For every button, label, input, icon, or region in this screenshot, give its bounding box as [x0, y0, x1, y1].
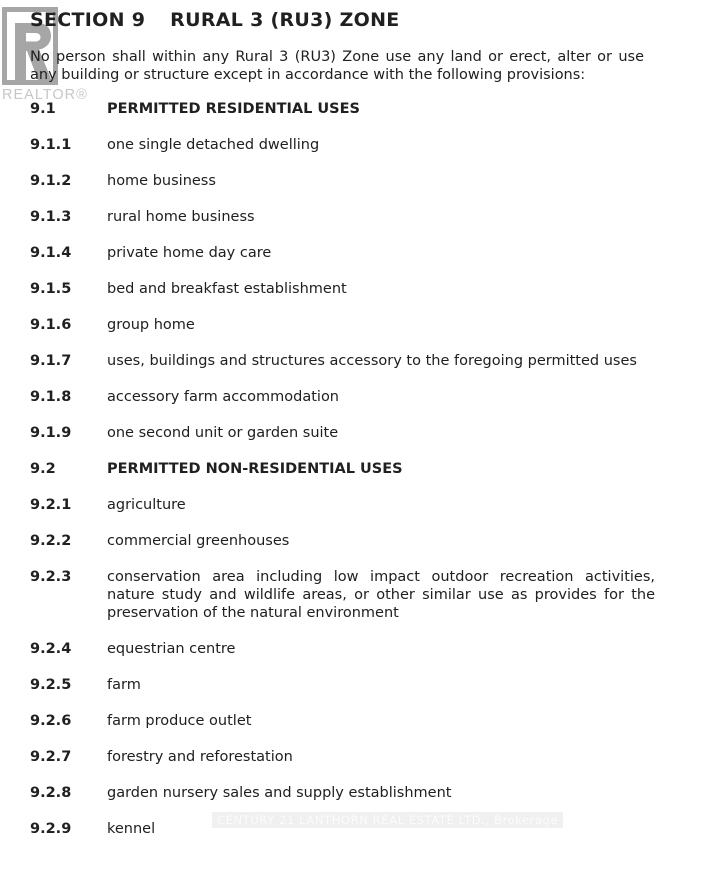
clause-text: garden nursery sales and supply establishment — [107, 785, 452, 801]
zone-title-label: RURAL 3 (RU3) ZONE — [170, 9, 400, 31]
clause-number: 9.1.6 — [30, 317, 72, 333]
section-heading-row — [30, 100, 716, 118]
page-title — [30, 8, 716, 32]
clause-row — [30, 568, 716, 622]
clause-number: 9.2.1 — [30, 497, 72, 513]
clauses-list — [30, 100, 716, 838]
clause-text: group home — [107, 317, 195, 333]
clause-number: 9.1.2 — [30, 173, 72, 189]
clause-number: 9.2.8 — [30, 785, 72, 801]
clause-number: 9.1 — [30, 101, 56, 117]
section-heading-row — [30, 460, 716, 478]
clause-number: 9.1.9 — [30, 425, 72, 441]
clause-row — [30, 316, 716, 334]
clause-text: one single detached dwelling — [107, 137, 320, 153]
section-number-label: SECTION 9 — [30, 9, 146, 31]
clause-text: farm produce outlet — [107, 713, 252, 729]
clause-number: 9.2.6 — [30, 713, 72, 729]
section-heading-text: PERMITTED RESIDENTIAL USES — [107, 101, 360, 117]
clause-text: uses, buildings and structures accessory to the foregoing permitted uses — [107, 353, 637, 369]
clause-row — [30, 820, 716, 838]
clause-row — [30, 352, 716, 370]
clause-number: 9.1.3 — [30, 209, 72, 225]
clause-text: kennel — [107, 821, 156, 837]
brokerage-watermark: CENTURY 21 LANTHORN REAL ESTATE LTD., Brokerage — [212, 812, 563, 828]
clause-row — [30, 136, 716, 154]
clause-text: commercial greenhouses — [107, 533, 290, 549]
clause-text: bed and breakfast establishment — [107, 281, 347, 297]
clause-number: 9.2.4 — [30, 641, 72, 657]
clause-text: conservation area including low impact outdoor recreation activities, nature study and wildlife areas, or other similar use as provides for the preservation of the natural environment — [107, 569, 655, 621]
clause-number: 9.2 — [30, 461, 56, 477]
clause-row — [30, 172, 716, 190]
clause-text: accessory farm accommodation — [107, 389, 339, 405]
clause-row — [30, 496, 716, 514]
clause-row — [30, 784, 716, 802]
clause-number: 9.1.1 — [30, 137, 72, 153]
clause-number: 9.2.9 — [30, 821, 72, 837]
clause-number: 9.2.5 — [30, 677, 72, 693]
clause-number: 9.2.2 — [30, 533, 72, 549]
clause-number: 9.1.7 — [30, 353, 72, 369]
section-heading-text: PERMITTED NON-RESIDENTIAL USES — [107, 461, 403, 477]
clause-text: equestrian centre — [107, 641, 236, 657]
clause-text: private home day care — [107, 245, 272, 261]
clause-text: agriculture — [107, 497, 186, 513]
clause-text: one second unit or garden suite — [107, 425, 339, 441]
clause-row — [30, 280, 716, 298]
clause-row — [30, 748, 716, 766]
clause-text: farm — [107, 677, 141, 693]
clause-text: forestry and reforestation — [107, 749, 293, 765]
clause-number: 9.2.3 — [30, 569, 72, 585]
clause-number: 9.1.8 — [30, 389, 72, 405]
clause-row — [30, 676, 716, 694]
clause-number: 9.1.4 — [30, 245, 72, 261]
realtor-wordmark: REALTOR® — [2, 87, 88, 103]
clause-row — [30, 208, 716, 226]
clause-row — [30, 712, 716, 730]
clause-row — [30, 640, 716, 658]
clause-number: 9.2.7 — [30, 749, 72, 765]
clause-row — [30, 424, 716, 442]
clause-row — [30, 388, 716, 406]
clause-text: rural home business — [107, 209, 255, 225]
clause-row — [30, 532, 716, 550]
clause-text: home business — [107, 173, 216, 189]
clause-number: 9.1.5 — [30, 281, 72, 297]
clause-row — [30, 244, 716, 262]
intro-paragraph: No person shall within any Rural 3 (RU3) Zone use any land or erect, alter or use any building or structure except in accordance with the following provisions: — [30, 49, 644, 83]
